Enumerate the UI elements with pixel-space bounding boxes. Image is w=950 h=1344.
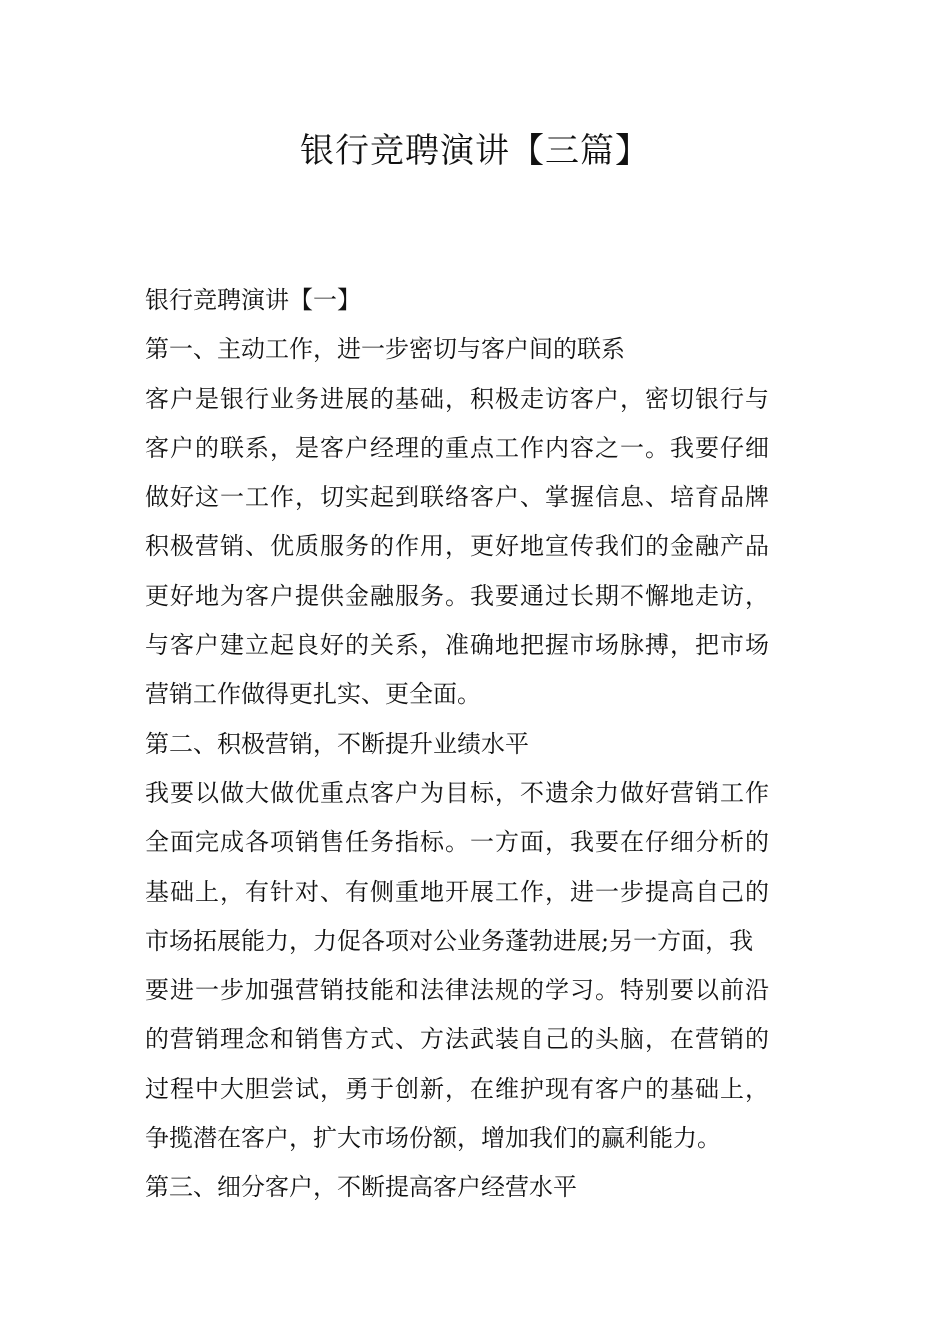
- document-body: [145, 276, 807, 1213]
- subsection-heading: 第一、主动工作，进一步密切与客户间的联系: [145, 335, 625, 364]
- paragraph-line: 更好地为客户提供金融服务。我要通过长期不懈地走访，: [145, 581, 770, 610]
- paragraph-line: 全面完成各项销售任务指标。一方面，我要在仔细分析的: [145, 828, 770, 857]
- paragraph-line: 要进一步加强营销技能和法律法规的学习。特别要以前沿: [145, 976, 770, 1005]
- paragraph-line: 争揽潜在客户，扩大市场份额，增加我们的赢利能力。: [145, 1124, 721, 1153]
- subsection-heading: 第二、积极营销，不断提升业绩水平: [145, 729, 529, 758]
- paragraph-line: 积极营销、优质服务的作用，更好地宣传我们的金融产品: [145, 532, 770, 561]
- subsection-heading: 第三、细分客户，不断提高客户经营水平: [145, 1173, 577, 1202]
- paragraph-line: 我要以做大做优重点客户为目标，不遗余力做好营销工作: [145, 778, 770, 807]
- paragraph-line: 过程中大胆尝试，勇于创新，在维护现有客户的基础上，: [145, 1074, 770, 1103]
- paragraph-line: 与客户建立起良好的关系，准确地把握市场脉搏，把市场: [145, 631, 770, 660]
- paragraph-line: 做好这一工作，切实起到联络客户、掌握信息、培育品牌: [145, 483, 770, 512]
- paragraph-line: 的营销理念和销售方式、方法武装自己的头脑，在营销的: [145, 1025, 770, 1054]
- paragraph-line: 市场拓展能力，力促各项对公业务蓬勃进展;另一方面，我: [145, 926, 754, 955]
- paragraph-line: 营销工作做得更扎实、更全面。: [145, 680, 481, 709]
- document-title: 银行竞聘演讲【三篇】: [300, 131, 650, 171]
- paragraph-line: 客户的联系，是客户经理的重点工作内容之一。我要仔细: [145, 433, 770, 462]
- paragraph-line: 客户是银行业务进展的基础，积极走访客户，密切银行与: [145, 384, 770, 413]
- section-heading: 银行竞聘演讲【一】: [145, 286, 361, 314]
- paragraph-line: 基础上，有针对、有侧重地开展工作，进一步提高自己的: [145, 877, 770, 906]
